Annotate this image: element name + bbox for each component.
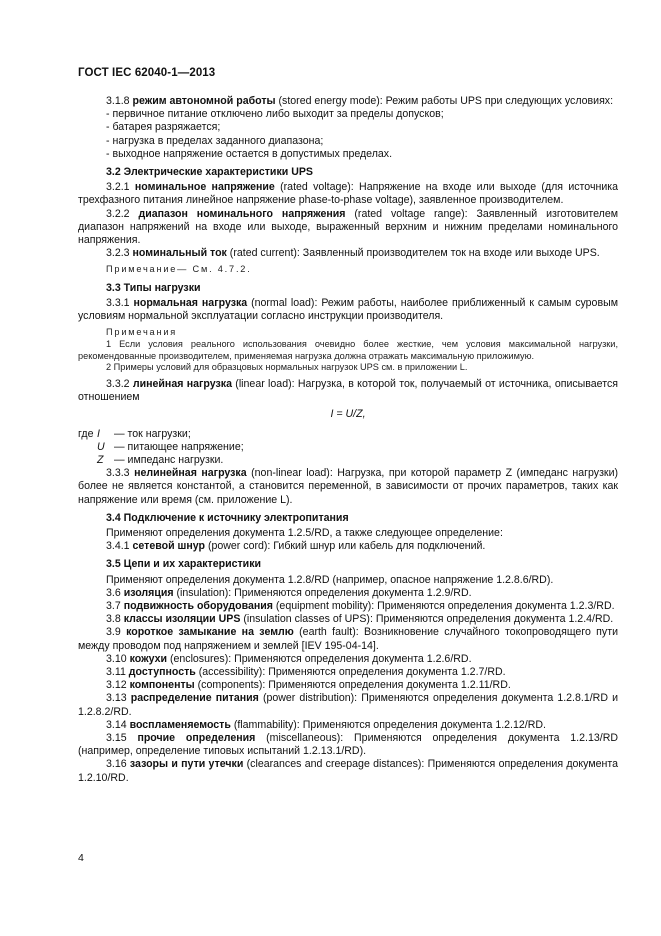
where-word: где [78, 427, 94, 440]
section-heading-3-4: 3.4 Подключение к источнику электропитания [106, 511, 349, 524]
clause-3-10: 3.10 кожухи (enclosures): Применяются определения документа 1.2.6/RD. [106, 652, 472, 665]
clause-3-4-intro: Применяют определения документа 1.2.5/RD, а также следующее определение: [106, 526, 503, 539]
section-heading-3-5: 3.5 Цепи и их характеристики [106, 558, 262, 571]
clause-3-13: 3.13 распределение питания (power distribution): Применяются определения документа 1.2.8.1/RD и 1.2.8.2/RD. [78, 692, 618, 718]
clause-3-5-intro: Применяют определения документа 1.2.8/RD (например, опасное напряжение 1.2.8.6/RD). [106, 573, 554, 586]
list-item: - нагрузка в пределах заданного диапазона; [106, 134, 324, 147]
note: Примечание— См. 4.7.2. [106, 264, 252, 275]
symbol: U [97, 440, 105, 453]
list-item: - выходное напряжение остается в допустимых пределах. [106, 147, 393, 160]
clause-3-2-2: 3.2.2 диапазон номинального напряжения (rated voltage range): Заявленный изготовителем диапазон напряжений на входе или выходе, выраженный верхним и нижним пределами номинального напряжения. [78, 207, 618, 247]
clause-3-1-8: 3.1.8 режим автономной работы (stored energy mode): Режим работы UPS при следующих условиях: [106, 95, 614, 107]
list-item: - батарея разряжается; [106, 121, 221, 134]
list-item: - первичное питание отключено либо выходит за пределы допусков; [106, 108, 444, 121]
clause-3-12: 3.12 компоненты (components): Применяются определения документа 1.2.11/RD. [106, 679, 511, 692]
clause-3-16: 3.16 зазоры и пути утечки (clearances and creepage distances): Применяются определения документа 1.2.10/RD. [78, 758, 618, 784]
clause-3-9: 3.9 короткое замыкание на землю (earth fault): Возникновение случайного токопроводящего пути между проводом под напряжением и землей [IEV 195-04-14]. [78, 626, 618, 652]
formula-legend [78, 428, 618, 468]
clause-3-14: 3.14 воспламеняемость (flammability): Применяются определения документа 1.2.12/RD. [106, 718, 546, 731]
clause-3-3-3: 3.3.3 нелинейная нагрузка (non-linear load): Нагрузка, при которой параметр Z (импеданс нагрузки) более не является константой, а становится переменной, в зависимости от прочих параметров, таких как напряжение или время (см. приложение L). [78, 467, 619, 506]
clause-3-3-1: 3.3.1 нормальная нагрузка (normal load): Режим работы, наиболее приближенный к самым суровым условиям нормальной эксплуатации согласно инструкции производителя. [78, 296, 618, 323]
clause-3-2-1: 3.2.1 номинальное напряжение (rated voltage): Напряжение на входе или выходе (для источника трехфазного питания линейное напряжение phase-to-phase voltage), заявленное производителем. [78, 181, 618, 207]
symbol-desc: — питающее напряжение; [114, 440, 244, 453]
note-item: 2 Примеры условий для образцовых нормальных нагрузок UPS см. в приложении L. [106, 362, 468, 373]
clause-3-4-1: 3.4.1 сетевой шнур (power cord): Гибкий шнур или кабель для подключений. [106, 540, 486, 553]
notes-label: Примечания [106, 327, 178, 338]
section-heading-3-2: 3.2 Электрические характеристики UPS [106, 166, 313, 179]
page-body [78, 95, 618, 785]
note-item: 1 Если условия реального использования очевидно более жесткие, чем условия максимальной нагрузки, рекомендованные производителем, применяемая нагрузка должна отражать максимальную приложимую. [78, 339, 618, 361]
symbol-desc: — импеданс нагрузки. [114, 453, 224, 466]
symbol: Z [97, 453, 104, 466]
clause-3-7: 3.7 подвижность оборудования (equipment mobility): Применяются определения документа 1.2.3/RD. [106, 600, 615, 612]
clause-3-6: 3.6 изоляция (insulation): Применяются определения документа 1.2.9/RD. [106, 586, 472, 599]
page-number: 4 [78, 852, 84, 864]
clause-3-3-2: 3.3.2 линейная нагрузка (linear load): Нагрузка, в которой ток, получаемый от источника, описывается отношением [78, 377, 618, 404]
clause-3-8: 3.8 классы изоляции UPS (insulation classes of UPS): Применяются определения документа 1.2.4/RD. [106, 613, 614, 626]
clause-3-11: 3.11 доступность (accessibility): Применяются определения документа 1.2.7/RD. [106, 666, 506, 679]
symbol: I [97, 427, 100, 440]
symbol-desc: — ток нагрузки; [114, 427, 191, 440]
clause-3-2-3: 3.2.3 номинальный ток (rated current): Заявленный производителем ток на входе или выходе UPS. [106, 247, 600, 260]
page-header: ГОСТ IEC 62040-1—2013 [78, 67, 216, 79]
formula: I = U/Z, [330, 408, 366, 421]
section-heading-3-3: 3.3 Типы нагрузки [106, 281, 201, 294]
clause-3-15: 3.15 прочие определения (miscellaneous): Применяются определения документа 1.2.13/RD (например, определение типовых испытаний 1.2.13.1/RD). [78, 732, 618, 758]
